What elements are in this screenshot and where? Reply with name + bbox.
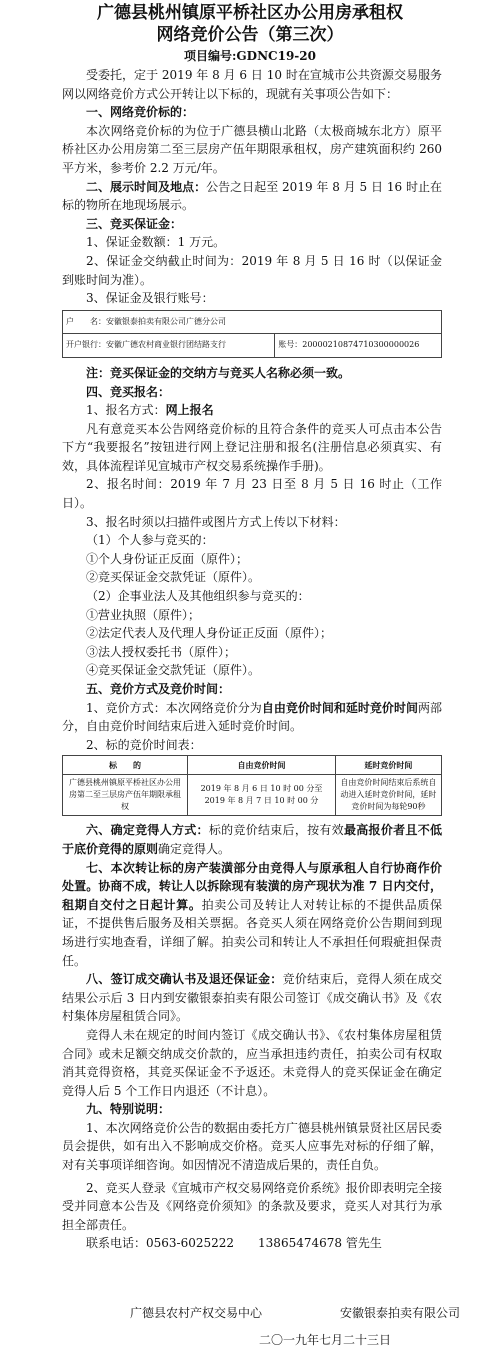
header-extended-time: 延时竞价时间 [335,756,441,775]
contact-phone: 联系电话：0563-6025222 13865474678 管先生 [86,1236,382,1251]
registration-method-value: 网上报名 [165,403,214,418]
deposit-account-label: 3、保证金及银行账号： [86,291,214,306]
individual-heading: （1）个人参与竞买的： [86,533,214,548]
account-number-value: 20000210874710300000026 [302,340,420,350]
section-8-heading: 八、签订成交确认书及退还保证金： [86,972,283,987]
account-number-label: 账号： [278,340,303,350]
section-4-heading: 四、竞买报名： [86,384,171,399]
section-7-paragraph [62,859,442,971]
section-2-text: 公告之日起至 2019 年 8 月 5 日 16 时止在标的物所在地现场展示。 [62,179,442,213]
section-1-heading: 一、网络竞价标的： [86,105,195,120]
issue-date: 二〇一九年七月二十三日 [258,1333,391,1347]
section-7-bold: 七、本次转让标的房产装潢部分由竞得人与原承租人自行协商作价处置。协商不成，转让人以拆除现有装潢的房产现状为准 7 日内交付，租期自交付之日起计算。 [62,860,442,912]
individual-item: ①个人身份证正反面（原件）； [86,551,249,566]
section-8-paragraph [62,970,442,1026]
account-name-label: 户 名： [66,316,106,326]
bidding-method-post: 两部分，自由竞价时间结束后进入延时竞价时间。 [62,700,442,734]
cell-subject: 广德县桃州镇原平桥社区办公用房第二至三层房产伍年期限承租权 [63,775,188,816]
bidding-method-pre: 1、竞价方式：本次网络竞价分为 [86,700,262,715]
section-8-text-1: 竞价结束后，竞得人须在成交结果公示后 3 日内到安徽银泰拍卖有限公司签订《成交确认书》及《农村集体房屋租赁合同》。 [62,972,442,1024]
header-subject: 标 的 [63,756,188,775]
individual-item: ②竞买保证金交款凭证（原件）。 [86,570,261,585]
section-2-heading: 二、展示时间及地点： [86,179,207,194]
title-line-1: 广德县桃州镇原平桥社区办公用房承租权 [97,3,403,23]
deposit-note: 注：竞买保证金的交纳方与竞买人名称必须一致。 [86,365,351,380]
organization-item: ①营业执照（原件）； [86,607,201,622]
table-header-row [63,756,442,775]
header-free-time: 自由竞价时间 [188,756,336,775]
section-2-paragraph [62,178,442,215]
section-7-text: 拍卖公司及转让人对转让标的不提供品质保证，不提供售后服务及相关票据。各竞买人须在网络竞价公告期间到现场进行实地查看，详细了解。拍卖公司和转让人不承担任何瑕疵担保责任。 [62,897,442,968]
signature-block [130,1304,460,1348]
bank-cell [63,334,275,358]
bank-label: 开户银行： [66,340,106,350]
section-9-heading: 九、特别说明： [86,1102,171,1117]
account-number-cell [275,334,442,358]
special-note-1: 1、本次网络竞价公告的数据由委托方广德县桃州镇景贤社区居民委员会提供，如有出入不影响成交价格。竞买人应事先对标的仔细了解，对有关事项详细咨询。如因情况不清造成后果的，责任自负。 [62,1120,442,1173]
registration-text: 凡有意竞买本公告网络竞价标的且符合条件的竞买人可点击本公告下方“我要报名”按钮进行网上登记注册和报名(注册信息必须真实、有效，具体流程详见宣城市产权交易系统操作手册)。 [62,421,442,473]
issuer-1: 广德县农村产权交易中心 [130,1306,263,1320]
organization-item: ②法定代表人及代理人身份证正反面（原件）； [86,626,333,641]
account-name-row [63,310,442,334]
table-row [63,775,442,816]
cell-free-time: 2019 年 8 月 6 日 10 时 00 分至 2019 年 8 月 7 日 10 时 00 分 [188,775,336,816]
section-8-text-2: 竞得人未在规定的时间内签订《成交确认书》、《农村集体房屋租赁合同》或未足额交纳成交价款的，应当承担违约责任，拍卖公司有权取消其竞得资格，其竞买保证金不予返还。未竞得人的竞买保证金在确定竞得人后 5 个工作日内退还（不计息）。 [62,1027,442,1098]
organization-item: ③法人授权委托书（原件）； [86,644,237,659]
registration-time: 2、报名时间：2019 年 7 月 23 日至 8 月 5 日 16 时止（工作日）。 [62,477,442,511]
registration-method-label: 1、报名方式： [86,403,166,418]
title-line-2: 网络竞价公告（第三次） [156,25,344,45]
section-6-post: 确定竞得人。 [158,841,231,856]
section-6-heading: 六、确定竞得人方式： [86,823,209,838]
intro-paragraph: 受委托，定于 2019 年 8 月 6 日 10 时在宣城市公共资源交易服务网以网络竞价方式公开转让以下标的，现就有关事项公告如下： [62,68,442,101]
bidding-method [62,699,442,736]
project-number: 项目编号:GDNC19-20 [184,49,316,63]
bank-value: 安徽广德农村商业银行团结路支行 [106,340,226,350]
bidding-schedule-label: 2、标的竞价时间表： [86,737,202,752]
account-name-value: 安徽银泰拍卖有限公司广德分公司 [106,316,226,326]
announcement-body [62,66,442,1253]
bank-account-table [62,310,442,358]
bidding-schedule-table [62,755,442,816]
deposit-amount: 1、保证金数额：1 万元。 [86,235,226,250]
section-3-heading: 三、竞买保证金： [86,216,183,231]
cell-extended-time: 自由竞价时间结束后系统自动进入延时竞价时间，延时竞价时间为每轮90秒 [335,775,441,816]
registration-method [62,401,442,420]
section-6-paragraph [62,821,442,858]
deposit-deadline: 2、保证金交纳截止时间为：2019 年 8 月 5 日 16 时（以保证金到账时间为准）。 [62,253,442,287]
organization-item: ④竞买保证金交款凭证（原件）。 [86,663,261,678]
bidding-method-bold: 自由竞价时间和延时竞价时间 [261,700,418,715]
issuer-2: 安徽银泰拍卖有限公司 [339,1306,460,1320]
registration-materials: 3、报名时须以扫描件或图片方式上传以下材料： [86,514,346,529]
section-6-bold: 最高报价者且不低于底价竞得的原则 [62,823,442,856]
special-note-2: 2、竞买人登录《宣城市产权交易网络竞价系统》报价即表明完全接受并同意本公告及《网络竞价须知》的条款及要求，竞买人对其行为承担全部责任。 [62,1180,442,1232]
section-1-text: 本次网络竞价标的为位于广德县横山北路（太极商城东北方）原平桥社区办公用房第二至三层房产伍年期限承租权，房产建筑面积约 260 平方米，参考价 2.2 万元/年。 [62,123,442,175]
account-name-cell [63,310,442,334]
issuer-row [130,1304,460,1321]
organization-heading: （2）企事业法人及其他组织参与竞买的： [86,589,310,604]
section-6-pre: 标的竞价结束后，按有效 [208,823,344,838]
account-bank-row [63,334,442,358]
section-5-heading: 五、竞价方式及竞价时间： [86,682,231,696]
